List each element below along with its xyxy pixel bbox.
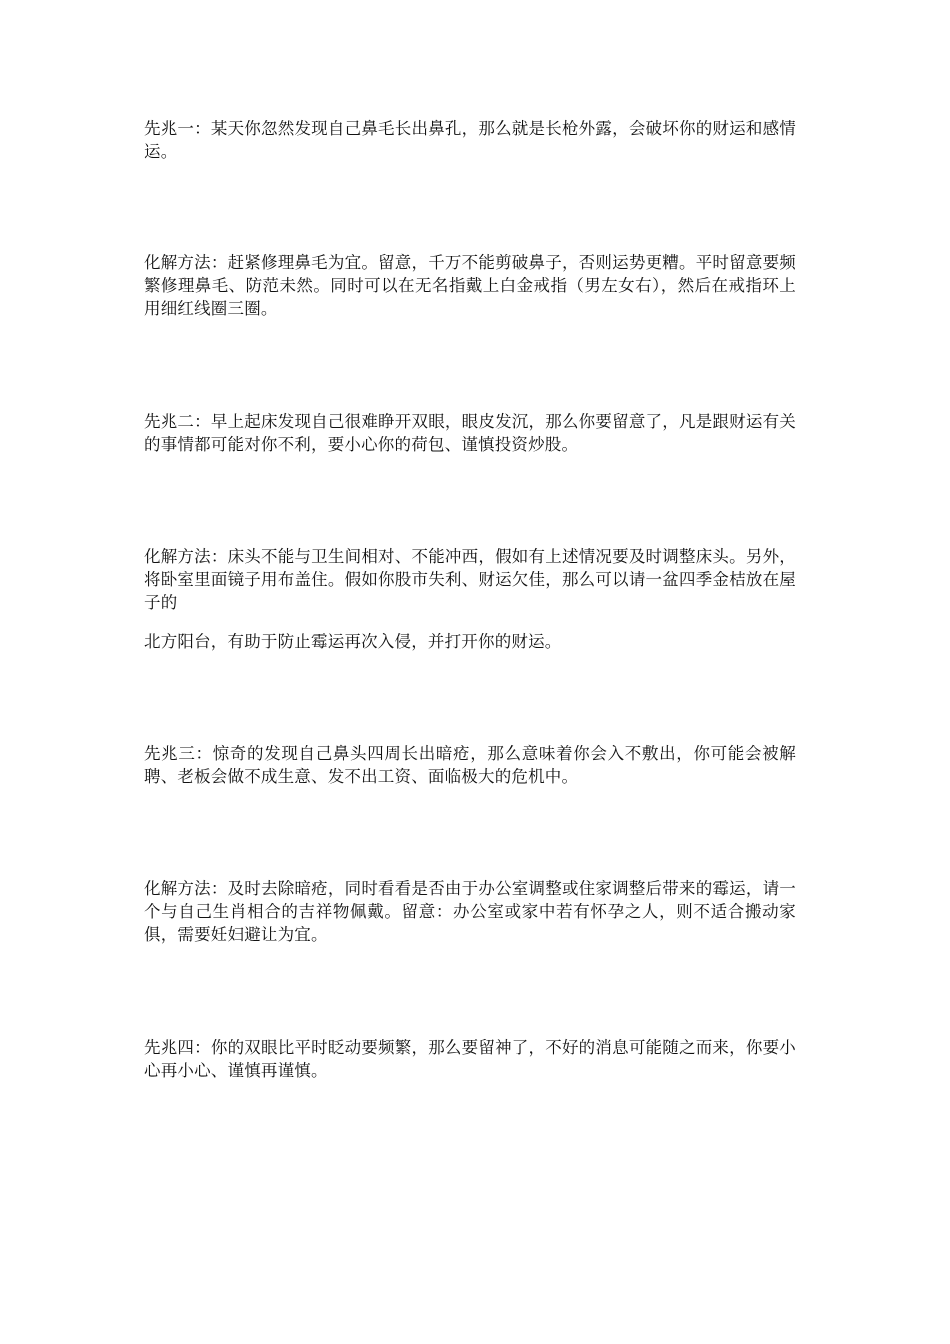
paragraph-remedy-one: 化解方法：赶紧修理鼻毛为宜。留意，千万不能剪破鼻子，否则运势更糟。平时留意要频繁修理鼻毛、防范未然。同时可以在无名指戴上白金戒指（男左女右），然后在戒指环上用细红线圈三圈。 xyxy=(144,253,796,318)
paragraph-remedy-two: 化解方法：床头不能与卫生间相对、不能冲西，假如有上述情况要及时调整床头。另外，将卧室里面镜子用布盖住。假如你股市失利、财运欠佳，那么可以请一盆四季金桔放在屋子的 xyxy=(144,547,796,612)
paragraph-omen-one: 先兆一：某天你忽然发现自己鼻毛长出鼻孔，那么就是长枪外露，会破坏你的财运和感情运。 xyxy=(144,119,796,161)
paragraph-omen-four: 先兆四：你的双眼比平时眨动要频繁，那么要留神了，不好的消息可能随之而来，你要小心再小心、谨慎再谨慎。 xyxy=(144,1038,796,1080)
paragraph-remedy-two-continued: 北方阳台，有助于防止霉运再次入侵，并打开你的财运。 xyxy=(144,632,562,651)
paragraph-omen-three: 先兆三：惊奇的发现自己鼻头四周长出暗疮，那么意味着你会入不敷出，你可能会被解聘、老板会做不成生意、发不出工资、面临极大的危机中。 xyxy=(144,744,796,786)
paragraph-omen-two: 先兆二：早上起床发现自己很难睁开双眼，眼皮发沉，那么你要留意了，凡是跟财运有关的事情都可能对你不利，要小心你的荷包、谨慎投资炒股。 xyxy=(144,412,796,454)
paragraph-remedy-three: 化解方法：及时去除暗疮，同时看看是否由于办公室调整或住家调整后带来的霉运，请一个与自己生肖相合的吉祥物佩戴。留意：办公室或家中若有怀孕之人，则不适合搬动家俱，需要妊妇避让为宜。 xyxy=(144,879,796,944)
